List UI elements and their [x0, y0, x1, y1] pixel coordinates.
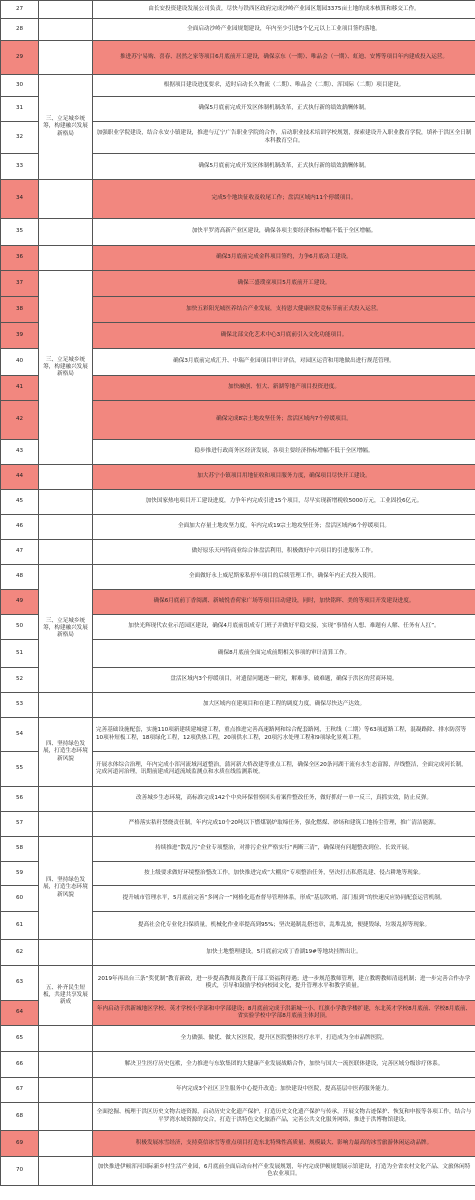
row-number: 43	[1, 440, 39, 465]
task-description: 确保完成8宗土地攻坚任务；盘活区域内7个停缓项目。	[93, 401, 475, 440]
row-number: 61	[1, 912, 39, 940]
row-number: 30	[1, 75, 39, 97]
row-number: 36	[1, 246, 39, 271]
category-cell-empty	[39, 693, 93, 718]
category-cell-empty	[39, 180, 93, 219]
task-row	[1, 837, 475, 862]
row-number: 49	[1, 590, 39, 615]
task-row	[1, 75, 475, 97]
category-cell-empty	[39, 812, 93, 837]
task-description: 加快土地整理建设，5月底前完成丁香湖19#等地块挂牌出让。	[93, 940, 475, 966]
category-cell: 四、坚持绿色发展，打造生态环境新风貌	[39, 718, 93, 787]
row-number: 55	[1, 752, 39, 787]
category-cell-empty	[39, 1157, 93, 1186]
task-row	[1, 465, 475, 490]
row-number: 58	[1, 837, 39, 862]
task-description: 全面加大存量土地攻坚力度，年内完成19宗土地攻坚任务；盘活区域内6个停缓项目。	[93, 515, 475, 540]
task-description: 严格落实秸秆禁烧责任制，年内完成10个20吨以下燃煤锅炉取缔任务，强化燃煤、砂场和建筑工地扬尘管理，推广清洁能源。	[93, 812, 475, 837]
row-number: 52	[1, 668, 39, 693]
task-description: 确保3月底前完成汇升、中瑞产业园项目审计评估，对园区运营和用地做出进行规范管理。	[93, 349, 475, 376]
category-cell: 四、坚持绿色发展，打造生态环境新风貌	[39, 837, 93, 940]
category-cell-empty	[39, 465, 93, 490]
category-cell-empty	[39, 19, 93, 41]
row-number: 68	[1, 1103, 39, 1131]
task-description: 开展水体综合治理，年内完成小浑河流域河道整治，蒲河新大桥改建等重点工程，确保全区20条河湖干流有水生态富源，岸线整洁，全面完成河长制，完成河道河治理，讯期前建成河道流域监测点和水质在线监测系统。	[93, 752, 475, 787]
task-row	[1, 271, 475, 297]
task-description: 由长安投资建设发展公司负责，尽快与铁西区政府完成沙岭产业园区划园3375亩土地的成本核算和移交工作。	[93, 1, 475, 19]
task-description: 全面启动沙岭产业园规划建设，年内至少引进5个亿元以上工业项目签约落地。	[93, 19, 475, 41]
category-cell: 三、立足城乡统筹，构建融兴发展新格局	[39, 271, 93, 465]
row-number: 35	[1, 219, 39, 246]
task-description: 加快国家热电项目开工建设进度，力争年内完成引进15个项目，尽早实现新增税收5000万元，工业固投6亿元。	[93, 490, 475, 515]
task-row	[1, 693, 475, 718]
task-row	[1, 41, 475, 75]
category-cell-empty	[39, 490, 93, 515]
row-number: 56	[1, 787, 39, 812]
category-cell-empty	[39, 1026, 93, 1052]
task-description: 按上级要求做好环境整治整改工作，加快推进完成“大棚房”专项整治任务，坚决打击私搭乱建、侵占耕地等现象。	[93, 862, 475, 886]
row-number: 37	[1, 271, 39, 297]
task-description: 提升城市管理水平，5月底前完善“多网合一”网格化巡查督导管理体系，形成“基层吹哨、部门报到”的快速反应协同配套运营机制。	[93, 886, 475, 912]
row-number: 42	[1, 401, 39, 440]
task-description: 全力做强、做优、做大区医院，提升区医院整体医疗水平，打造成为全市品牌医院。	[93, 1026, 475, 1052]
row-number: 39	[1, 323, 39, 349]
task-description: 加快平罗湾高新产业区建设，确保各项主要经济指标增幅不低于全区增幅。	[93, 219, 475, 246]
category-cell: 三、立足城乡统筹，构建融兴发展新格局	[39, 565, 93, 693]
task-description: 解决卫生医疗历史包袱，全力推进与东软集团的大健康产业发展战略合作，加快与国大一流医联体建设，完善区域分级诊疗体系。	[93, 1052, 475, 1078]
row-number: 53	[1, 693, 39, 718]
row-number: 54	[1, 718, 39, 752]
task-description: 完成5个地块征收及收尾工作；盘活区域内11个停缓项目。	[93, 180, 475, 219]
task-row	[1, 718, 475, 752]
task-row	[1, 180, 475, 219]
task-description: 加快融创、恒大、新湖等地产项目投资进度。	[93, 376, 475, 401]
task-description: 持续推进“散乱污”企业专项整治，对排污企业严格实行“两断三清”，确保现有问题整改到位、长效开展。	[93, 837, 475, 862]
row-number: 29	[1, 41, 39, 75]
row-number: 59	[1, 862, 39, 886]
task-description: 确保3月底前完成金科项目签约，力争6月底动工建设。	[93, 246, 475, 271]
category-cell-empty	[39, 219, 93, 246]
task-description: 提高社会化专业化扫保质量，机械化作业率提高到95%；坚决遏制乱搭违章，乱堆乱放，便捷毁绿，垃圾乱掉等现象。	[93, 912, 475, 940]
category-cell-empty	[39, 787, 93, 812]
task-description: 确保6月底前丁香阅湖、新城悦香荷家广场等项目目动建设，同时，加快铭晖、美的等项目开发建设进度。	[93, 590, 475, 615]
category-cell: 三、立足城乡统筹，构建融兴发展新格局	[39, 75, 93, 180]
category-cell-empty	[39, 940, 93, 966]
row-number: 38	[1, 297, 39, 323]
task-description: 加快光辉现代农业示范园区建设，确保4月底前组成专门班子并做好平稳交接，实现“事情有人想、难题有人解、任务有人扛”。	[93, 615, 475, 640]
task-row	[1, 1103, 475, 1131]
category-cell-empty	[39, 1078, 93, 1103]
row-number: 70	[1, 1157, 39, 1186]
task-row	[1, 490, 475, 515]
row-number: 40	[1, 349, 39, 376]
task-row	[1, 219, 475, 246]
task-row	[1, 565, 475, 590]
task-description: 推进苏宁易购、喜春、居然之家等项目6月底前开工建设，确保京东（一期）、唯品会（一期）、虹迪、安博等项目年内建成投入运营。	[93, 41, 475, 75]
task-row	[1, 1078, 475, 1103]
category-cell-empty	[39, 1052, 93, 1078]
row-number: 64	[1, 1001, 39, 1026]
task-description: 根据项目建设进度要求，适时启动长久物流（二期）、唯品会（二期）、浑国际（二期）项目建设。	[93, 75, 475, 97]
row-number: 46	[1, 515, 39, 540]
row-number: 41	[1, 376, 39, 401]
category-cell-empty	[39, 1131, 93, 1157]
task-row	[1, 1, 475, 19]
task-description: 确保5月底前完成开发区体制机制改革，正式执行新的绩效薪酬体制。	[93, 154, 475, 180]
row-number: 67	[1, 1078, 39, 1103]
row-number: 28	[1, 19, 39, 41]
category-cell-empty	[39, 515, 93, 540]
row-number: 31	[1, 97, 39, 122]
task-description: 确保北部文化艺术中心3月底前引入文化功能项目。	[93, 323, 475, 349]
task-table-body	[1, 1, 475, 1186]
row-number: 51	[1, 640, 39, 668]
task-description: 确保5月底前完成开发区体制机制改革，正式执行新的绩效薪酬体制。	[93, 97, 475, 122]
task-description: 加快五彩阳光城医养结合产业发展，支持恩大健康医院竞标节前正式投入运营。	[93, 297, 475, 323]
task-row	[1, 787, 475, 812]
task-row	[1, 1026, 475, 1052]
task-description: 确保三盛璞童项目5月底前开工建设。	[93, 271, 475, 297]
row-number: 65	[1, 1026, 39, 1052]
task-description: 加大苏宁小镇项目用地征收和项目服务力度，确保项目尽快开工建设。	[93, 465, 475, 490]
task-row	[1, 246, 475, 271]
task-row	[1, 1052, 475, 1078]
task-row	[1, 19, 475, 41]
task-row	[1, 940, 475, 966]
category-cell-empty	[39, 246, 93, 271]
row-number: 48	[1, 565, 39, 590]
row-number: 32	[1, 122, 39, 154]
category-cell: 五、补齐民生短板，共建共享发展新成	[39, 966, 93, 1026]
category-cell-empty	[39, 540, 93, 565]
task-row	[1, 1157, 475, 1186]
row-number: 44	[1, 465, 39, 490]
row-number: 45	[1, 490, 39, 515]
task-description: 年内启动于洪新城地区学校、英才学校小学部和中学部建设；8月底前完成于洪新城一小、红旗小学教学楼扩建，东北英才学校8月底前、学校8月底前、省实验学校中学部8月底前主体封顶。	[93, 1001, 475, 1026]
task-description: 确保8月底前全面完成前期相关事项的审计清算工作。	[93, 640, 475, 668]
row-number: 63	[1, 966, 39, 1001]
task-description: 加强职业学院建设，结合永安小镇建设，推进与辽宁广告职业学院的合作，启动职业技术培训学校规划，探索建设升入职业教育学院，填补于洪区全日制本科教育空白。	[93, 122, 475, 154]
task-description: 2019年再出台三条“奖优制”教育新政，进一步提高教师及教育干部工资福利待遇；进一步规范教师管理，建立教聘教师清退机制；进一步完善合作办学模式，引导和鼓励学校向校园文化，提升管理水平和教学质量。	[93, 966, 475, 1001]
category-cell-empty	[39, 1103, 93, 1131]
task-description: 稳步推进行政商务区经济发展，各项主要经济指标增幅不低于全区增幅。	[93, 440, 475, 465]
task-description: 改善城乡生态环境，高标准完成142个中央环保督察回头看案件整改任务，做好抓好一单一反三，真抓实效，防止反弹。	[93, 787, 475, 812]
row-number: 34	[1, 180, 39, 219]
row-number: 60	[1, 886, 39, 912]
row-number: 69	[1, 1131, 39, 1157]
row-number: 27	[1, 1, 39, 19]
row-number: 62	[1, 940, 39, 966]
task-row	[1, 812, 475, 837]
task-description: 加快推进伊顿浑河国际新乡村生活产业园，6月底前全面启动台村产业发展规划，年内完成伊顿规划展示馆建设，打造为全省农村文化产品、文旅休闲特色农业项目。	[93, 1157, 475, 1186]
category-cell-empty	[39, 41, 93, 75]
task-description: 加大区域内在建项目和在建工程的调度力度，确保尽快达产达效。	[93, 693, 475, 718]
task-row	[1, 966, 475, 1001]
task-row	[1, 540, 475, 565]
task-description: 全面做好永上威尼斯家私停车项目的后续管理工作，确保年内正式投入使用。	[93, 565, 475, 590]
task-row	[1, 515, 475, 540]
row-number: 33	[1, 154, 39, 180]
row-number: 66	[1, 1052, 39, 1078]
task-description: 全面挖掘、梳理于洪区历史文物古迹资源，启动历史文化遗产保护，打造历史文化遗产保护与传承，开展文物古迹保护、恢复和申报等各项工作，结合与平罗湾水域资源的交合，打造于洪特色文化旅游产品，完善公共文化服务网络，推进于洪博物馆建设。	[93, 1103, 475, 1131]
task-row	[1, 1131, 475, 1157]
task-description: 做好原乐天玛特商业综合体盘活利用，积极做好中兴项目的引进服务工作。	[93, 540, 475, 565]
task-description: 年内完成3个社区卫生服务中心提升改造；加快建设中医院，提高基层中医药服务能力。	[93, 1078, 475, 1103]
row-number: 47	[1, 540, 39, 565]
task-description: 完善基础设施配套，实施110项新建续建城建工程，重点推进完善高速路网和综合配套路网，王秋线（二期）等63项道路工程，混凝路除、排水防涝等10项补短板工程，18项绿化工程，12项供热工程，20项供水工程，20项污水处理工程和9项绿化景观工程。	[93, 718, 475, 752]
task-description: 积极发展冰雪经济，支持莫信冰雪等重点项目打造东北特殊性高质量、规模最大、影响力最高的冰雪旅游休闲运动品牌。	[93, 1131, 475, 1157]
row-number: 50	[1, 615, 39, 640]
task-description: 盘活区域内3个停缓项目，对遗留问题逐一研究，解难事，破难题，确保于洪区的营商环境。	[93, 668, 475, 693]
row-number: 57	[1, 812, 39, 837]
category-cell-empty	[39, 1, 93, 19]
